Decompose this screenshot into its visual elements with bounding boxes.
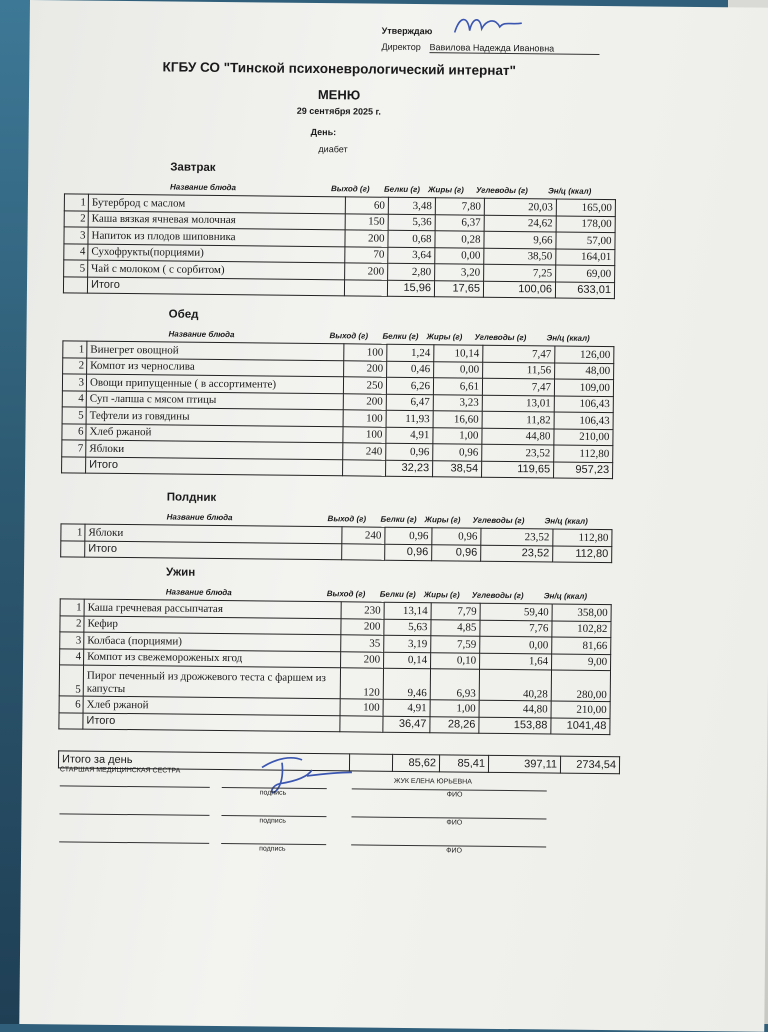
cell-p: 5,63 [384, 619, 431, 636]
column-header-energy: Эн/ц (ккал) [547, 186, 592, 196]
cell-name: Хлеб ржаной [83, 696, 340, 715]
cell-n: 3 [64, 227, 88, 244]
day-label: День: [310, 126, 337, 138]
cell-name: Яблоки [85, 524, 342, 543]
cell-name: Хлеб ржаной [86, 424, 343, 443]
cell-e: 81,66 [552, 637, 611, 654]
cell-n: 2 [63, 357, 87, 374]
column-header-output: Выход (г) [327, 514, 367, 524]
total-e: 633,01 [555, 282, 614, 299]
column-header-fat: Жиры (г) [427, 185, 464, 195]
cell-f: 6,61 [433, 378, 482, 395]
cell-e: 9,00 [552, 653, 611, 670]
signature-label-3: подпись [259, 845, 286, 853]
cell-name: Кефир [84, 616, 341, 635]
day-total-carbs: 397,11 [488, 755, 560, 772]
cell-f: 3,20 [435, 264, 484, 281]
cell-out: 100 [343, 410, 386, 427]
cell-p: 3,64 [388, 247, 435, 264]
cell-name: Винегрет овощной [87, 341, 344, 360]
cell-f: 0,00 [434, 361, 483, 378]
diet-label: диабет [318, 144, 348, 155]
cell-n: 2 [60, 615, 84, 632]
total-empty [61, 540, 85, 557]
cell-n: 4 [62, 390, 86, 407]
cell-name: Компот из чернослива [87, 358, 344, 377]
meal-table [61, 340, 614, 479]
meal-title: Полдник [166, 491, 217, 504]
cell-e: 210,00 [551, 701, 610, 718]
cell-p: 1,24 [387, 344, 434, 361]
cell-e: 210,00 [554, 429, 613, 446]
cell-c: 24,62 [484, 215, 556, 232]
director-name: Вавилова Надежда Ивановна [429, 42, 599, 55]
cell-out: 35 [341, 635, 384, 652]
cell-c: 7,25 [484, 264, 556, 281]
cell-c: 59,40 [480, 603, 552, 620]
meal-table [58, 598, 611, 735]
column-header-protein: Белки (г) [380, 514, 417, 525]
cell-p: 3,48 [388, 197, 435, 214]
cell-p: 3,19 [384, 635, 431, 652]
cell-c: 40,28 [479, 669, 551, 701]
cell-out: 240 [342, 527, 385, 544]
cell-n: 4 [60, 648, 84, 665]
cell-f: 10,14 [434, 345, 483, 362]
column-header-protein: Белки (г) [383, 184, 421, 195]
cell-n: 3 [60, 632, 84, 649]
cell-out: 240 [343, 443, 386, 460]
total-label: Итого [83, 713, 340, 732]
column-header-fat: Жиры (г) [424, 515, 461, 525]
cell-p: 0,68 [388, 230, 435, 247]
cell-out: 100 [340, 699, 383, 716]
cell-out: 200 [341, 651, 384, 668]
fio-label-2: ФИО [446, 819, 463, 827]
cell-p: 0,96 [385, 527, 432, 544]
cell-n: 1 [63, 341, 87, 358]
cell-p: 4,91 [383, 699, 430, 716]
cell-out: 250 [343, 377, 386, 394]
cell-p: 0,96 [386, 443, 433, 460]
signature-label-1: подпись [259, 789, 287, 797]
cell-n: 5 [64, 260, 88, 277]
cell-c: 7,76 [480, 620, 552, 637]
cell-e: 165,00 [556, 199, 615, 216]
cell-n: 1 [60, 599, 84, 616]
cell-n: 2 [64, 210, 88, 227]
total-p: 32,23 [386, 460, 433, 477]
cell-n: 7 [62, 440, 86, 457]
nurse-name: ЖУК ЕЛЕНА ЮРЬЕВНА [393, 777, 472, 786]
cell-f: 0,96 [432, 528, 481, 545]
cell-c: 11,56 [483, 362, 555, 379]
cell-f: 1,00 [433, 427, 482, 444]
meal-title: Обед [168, 308, 199, 321]
total-f: 28,26 [430, 716, 479, 733]
cell-name: Яблоки [86, 440, 343, 459]
total-c: 119,65 [482, 461, 554, 478]
cell-name: Напиток из плодов шиповника [88, 227, 345, 246]
total-c: 153,88 [479, 717, 551, 734]
total-empty [63, 276, 87, 293]
sign-line-1a [60, 785, 210, 788]
sign-line-2a [59, 813, 209, 816]
cell-c: 38,50 [484, 248, 556, 265]
cell-out: 60 [345, 197, 388, 214]
total-f: 17,65 [434, 280, 483, 297]
cell-name: Каша вязкая ячневая молочная [88, 211, 345, 230]
total-empty [59, 712, 83, 729]
total-empty [340, 715, 383, 732]
day-total-protein: 85,62 [392, 754, 439, 771]
cell-f: 7,59 [431, 636, 480, 653]
column-header-fat: Жиры (г) [426, 332, 463, 342]
day-total-label: Итого за день [58, 751, 349, 771]
cell-p: 9,46 [383, 668, 430, 699]
total-f: 0,96 [432, 544, 481, 561]
column-header-name: Название блюда [166, 512, 233, 523]
cell-c: 23,52 [481, 528, 553, 545]
column-header-name: Название блюда [170, 182, 236, 193]
day-total-energy: 2734,54 [560, 756, 619, 773]
cell-p: 6,47 [386, 394, 433, 411]
cell-c: 7,47 [483, 345, 555, 362]
cell-c: 44,80 [479, 700, 551, 717]
cell-e: 178,00 [556, 216, 615, 233]
cell-out: 150 [345, 213, 388, 230]
cell-e: 164,01 [556, 249, 615, 266]
cell-e: 106,43 [554, 396, 613, 413]
column-header-name: Название блюда [165, 587, 232, 598]
cell-f: 3,23 [433, 394, 482, 411]
page-title: МЕНЮ [317, 87, 361, 103]
day-total-fat: 85,41 [439, 755, 488, 772]
total-p: 36,47 [383, 716, 430, 733]
director-signature [450, 10, 530, 41]
total-c: 23,52 [481, 545, 553, 562]
cell-p: 5,36 [388, 214, 435, 231]
cell-e: 106,43 [554, 412, 613, 429]
cell-name: Бутерброд с маслом [88, 194, 345, 213]
cell-n: 5 [62, 407, 86, 424]
column-header-output: Выход (г) [329, 331, 369, 341]
cell-e: 69,00 [556, 265, 615, 282]
column-header-carbs: Углеводы (г) [472, 515, 525, 526]
cell-f: 6,37 [435, 214, 484, 231]
cell-e: 112,80 [553, 529, 612, 546]
cell-name: Суп -лапша с мясом птицы [86, 391, 343, 410]
cell-out: 100 [343, 426, 386, 443]
cell-e: 102,82 [552, 621, 611, 638]
cell-name: Колбаса (порциями) [84, 632, 341, 651]
total-p: 15,96 [387, 280, 434, 297]
cell-c: 23,52 [482, 444, 554, 461]
cell-c: 11,82 [482, 411, 554, 428]
menu-date: 29 сентября 2025 г. [296, 105, 381, 117]
cell-n: 5 [59, 665, 83, 696]
approve-label: Утверждаю [381, 25, 433, 37]
cell-out: 200 [343, 393, 386, 410]
cell-name: Тефтели из говядины [86, 407, 343, 426]
menu-document [19, 0, 768, 1032]
director-label: Директор [381, 41, 421, 53]
cell-out: 120 [340, 668, 383, 699]
cell-f: 0,00 [435, 247, 484, 264]
cell-name: Сухофрукты(порциями) [88, 244, 345, 263]
cell-f: 6,93 [430, 669, 479, 701]
cell-c: 0,00 [480, 636, 552, 653]
cell-p: 0,14 [384, 652, 431, 669]
cell-f: 4,85 [431, 619, 480, 636]
cell-name: Каша гречневая рассыпчатая [84, 599, 341, 618]
cell-out: 200 [345, 263, 388, 280]
column-header-carbs: Углеводы (г) [471, 590, 524, 601]
cell-p: 6,26 [386, 377, 433, 394]
cell-c: 7,47 [482, 378, 554, 395]
cell-out: 70 [345, 246, 388, 263]
cell-name: Компот из свежемороженых ягод [84, 649, 341, 668]
total-label: Итого [86, 457, 343, 476]
column-header-protein: Белки (г) [382, 331, 419, 342]
fio-label-1: ФИО [446, 791, 463, 799]
meal-table [63, 193, 616, 299]
cell-out: 200 [345, 230, 388, 247]
cell-p: 13,14 [384, 602, 431, 619]
column-header-protein: Белки (г) [379, 589, 416, 600]
cell-c: 1,64 [480, 653, 552, 670]
cell-out: 100 [344, 344, 387, 361]
cell-out: 230 [341, 602, 384, 619]
cell-e: 358,00 [552, 604, 611, 621]
total-empty [342, 543, 385, 560]
column-header-carbs: Углеводы (г) [475, 185, 528, 196]
total-empty [343, 459, 386, 476]
cell-e: 280,00 [551, 670, 610, 702]
meal-title: Завтрак [170, 161, 216, 174]
meal-table [60, 523, 612, 563]
cell-name: Пирог печенный из дрожжевого теста с фаршем из капусты [83, 665, 340, 699]
column-header-name: Название блюда [168, 329, 235, 340]
fio-label-3: ФИО [446, 847, 462, 855]
column-header-energy: Эн/ц (ккал) [546, 333, 590, 343]
total-e: 957,23 [554, 462, 613, 479]
cell-f: 7,80 [435, 198, 484, 215]
cell-n: 1 [64, 194, 88, 211]
cell-f: 0,28 [435, 231, 484, 248]
column-header-output: Выход (г) [330, 184, 370, 194]
total-e: 112,80 [553, 546, 612, 563]
column-header-carbs: Углеводы (г) [474, 332, 527, 343]
column-header-energy: Эн/ц (ккал) [544, 516, 588, 526]
total-e: 1041,48 [551, 717, 610, 734]
cell-f: 0,96 [433, 444, 482, 461]
cell-n: 1 [61, 524, 85, 541]
cell-n: 4 [64, 243, 88, 260]
cell-f: 16,60 [433, 411, 482, 428]
cell-name: Чай с молоком ( с сорбитом) [88, 260, 345, 279]
cell-p: 4,91 [386, 427, 433, 444]
cell-n: 3 [62, 374, 86, 391]
column-header-fat: Жиры (г) [423, 590, 460, 600]
organization-name: КГБУ СО "Тинской психоневрологический интернат" [162, 59, 517, 79]
cell-c: 13,01 [482, 395, 554, 412]
cell-p: 11,93 [386, 410, 433, 427]
cell-c: 44,80 [482, 428, 554, 445]
total-label: Итого [87, 277, 344, 296]
nurse-title: СТАРШАЯ МЕДИЦИНСКАЯ СЕСТРА [59, 766, 181, 775]
column-header-energy: Эн/ц (ккал) [543, 591, 588, 601]
cell-n: 6 [59, 696, 83, 713]
cell-f: 7,79 [431, 603, 480, 620]
cell-c: 9,66 [484, 231, 556, 248]
cell-p: 0,46 [387, 361, 434, 378]
cell-e: 112,80 [554, 445, 613, 462]
column-header-output: Выход (г) [326, 589, 366, 599]
total-empty [62, 456, 86, 473]
cell-f: 0,10 [431, 652, 480, 669]
total-label: Итого [85, 541, 342, 560]
cell-e: 57,00 [556, 232, 615, 249]
cell-f: 1,00 [430, 700, 479, 717]
cell-c: 20,03 [484, 198, 556, 215]
cell-e: 126,00 [555, 346, 614, 363]
total-p: 0,96 [385, 544, 432, 561]
cell-out: 200 [341, 618, 384, 635]
cell-out: 200 [344, 360, 387, 377]
total-empty [344, 279, 387, 296]
cell-e: 48,00 [555, 363, 614, 380]
total-c: 100,06 [483, 281, 555, 298]
cell-e: 109,00 [554, 379, 613, 396]
cell-p: 2,80 [388, 263, 435, 280]
total-f: 38,54 [433, 460, 482, 477]
cell-n: 6 [62, 423, 86, 440]
signature-label-2: подпись [259, 817, 286, 825]
sign-line-3a [59, 841, 209, 844]
meal-title: Ужин [165, 566, 196, 579]
cell-name: Овощи припущенные ( в ассортименте) [86, 374, 343, 393]
